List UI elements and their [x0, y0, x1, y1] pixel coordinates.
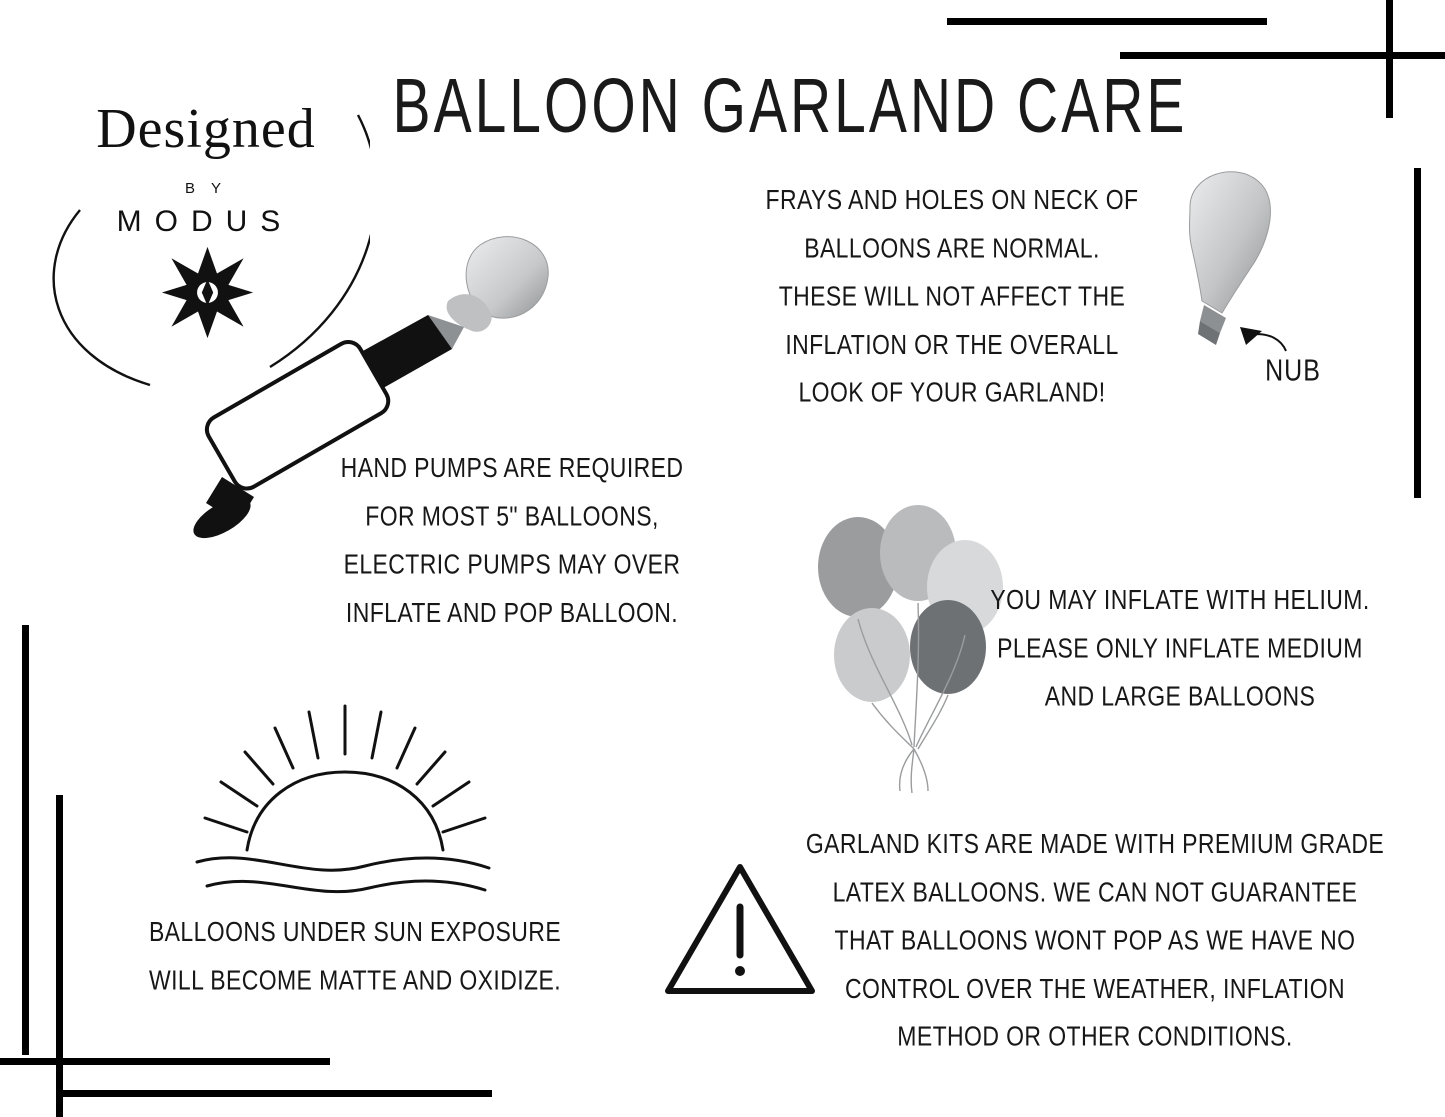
decorative-line-top-right-3: [1386, 0, 1393, 118]
decorative-line-bottom-left-4: [62, 1090, 492, 1097]
logo-by-text: B Y: [185, 180, 227, 197]
frays-caption: FRAYS AND HOLES ON NECK OF BALLOONS ARE NORMAL. THESE WILL NOT AFFECT THE INFLATION OR THE OVERALL LOOK OF YOUR GARLAND!: [765, 183, 1139, 409]
sunrise-icon: [185, 700, 505, 900]
decorative-line-bottom-left-3: [0, 1058, 330, 1065]
warning-triangle-icon: [660, 855, 820, 1005]
decorative-line-right: [1414, 168, 1421, 498]
sun-exposure-caption: BALLOONS UNDER SUN EXPOSURE WILL BECOME MATTE AND OXIDIZE.: [148, 915, 562, 996]
nub-callout-label: NUB: [1265, 353, 1321, 388]
page-title: BALLOON GARLAND CARE: [392, 63, 1188, 150]
decorative-line-bottom-left-1: [22, 625, 29, 1055]
decorative-line-bottom-left-2: [56, 795, 63, 1117]
logo-wordmark: Designed: [96, 98, 316, 160]
logo-brand-text: MODUS: [116, 205, 294, 238]
helium-caption: YOU MAY INFLATE WITH HELIUM. PLEASE ONLY INFLATE MEDIUM AND LARGE BALLOONS: [990, 583, 1370, 712]
hand-pump-caption: HAND PUMPS ARE REQUIRED FOR MOST 5" BALLOONS, ELECTRIC PUMPS MAY OVER INFLATE AND POP BALLOON.: [340, 451, 684, 628]
decorative-line-top-right-1: [947, 18, 1267, 25]
garland-kits-caption: GARLAND KITS ARE MADE WITH PREMIUM GRADE LATEX BALLOONS. WE CAN NOT GUARANTEE THAT BALLOONS WONT POP AS WE HAVE NO CONTROL OVER THE WEATHER, INFLATION METHOD OR OTHER CONDITIONS.: [805, 827, 1385, 1053]
decorative-line-top-right-2: [1120, 52, 1445, 59]
